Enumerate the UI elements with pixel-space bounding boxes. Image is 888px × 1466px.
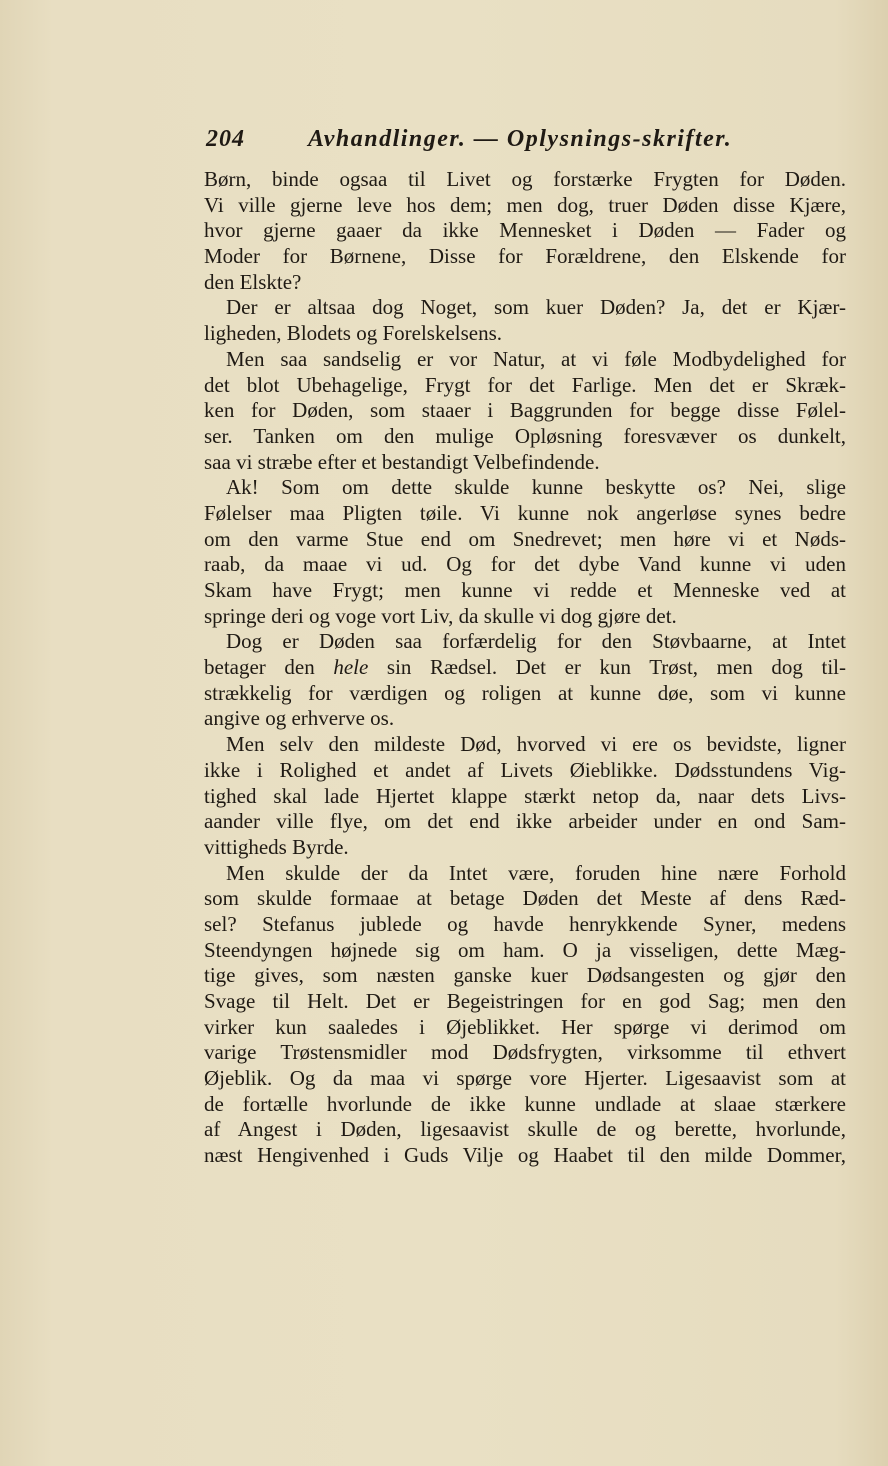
text-line: strækkelig for værdigen og roligen at kunne døe, som vi kunne	[204, 680, 846, 705]
text-line: de fortælle hvorlunde de ikke kunne undlade at slaae stærkere	[204, 1091, 846, 1116]
text-line: Moder for Børnene, Disse for Forældrene, den Elskende for	[204, 244, 846, 269]
text-line: Men selv den mildeste Død, hvorved vi ere os bevidste, ligner	[226, 732, 846, 757]
text-line: hvor gjerne gaaer da ikke Mennesket i Døden — Fader og	[204, 218, 846, 243]
page-header	[206, 118, 766, 158]
text-line: Men skulde der da Intet være, foruden hine nære Forhold	[226, 860, 846, 885]
text-line: aander ville flye, om det end ikke arbeider under en ond Sam-	[204, 809, 846, 834]
running-title: Avhandlinger. — Oplysnings-skrifter.	[308, 126, 733, 152]
text-line: Dog er Døden saa forfærdelig for den Støvbaarne, at Intet	[226, 629, 846, 654]
page-number: 204	[206, 126, 245, 152]
text-line: ken for Døden, som staaer i Baggrunden for begge disse Følel-	[204, 398, 846, 423]
text-line: springe deri og voge vort Liv, da skulle vi dog gjøre det.	[204, 603, 677, 628]
text-line: Følelser maa Pligten tøile. Vi kunne nok angerløse synes bedre	[204, 500, 846, 525]
text-line: Skam have Frygt; men kunne vi redde et Menneske ved at	[204, 578, 846, 602]
text-line: Vi ville gjerne leve hos dem; men dog, truer Døden disse Kjære,	[204, 192, 846, 217]
text-line: virker kun saaledes i Øjeblikket. Her spørge vi derimod om	[204, 1014, 846, 1039]
text-line: næst Hengivenhed i Guds Vilje og Haabet til den milde Dommer,	[204, 1143, 846, 1168]
text-line: Men saa sandselig er vor Natur, at vi føle Modbydelighed for	[226, 346, 846, 371]
text-line: tige gives, som næsten ganske kuer Dødsangesten og gjør den	[204, 963, 846, 988]
text-line: vittigheds Byrde.	[204, 834, 349, 859]
text-line: den Elskte?	[204, 269, 302, 294]
text-line: Steendyngen højnede sig om ham. O ja visseligen, dette Mæg-	[204, 937, 846, 962]
text-line: som skulde formaae at betage Døden det Meste af dens Ræd-	[204, 886, 846, 911]
text-line: tighed skal lade Hjertet klappe stærkt netop da, naar dets Livs-	[204, 783, 846, 808]
text-line: sel? Stefanus jublede og havde henrykkende Syner, medens	[204, 911, 846, 936]
text-line: saa vi stræbe efter et bestandigt Velbefindende.	[204, 449, 600, 474]
text-line: ligheden, Blodets og Forelskelsens.	[204, 321, 503, 346]
text-line: om den varme Stue end om Snedrevet; men høre vi et Nøds-	[204, 526, 846, 551]
text-line: Der er altsaa dog Noget, som kuer Døden? Ja, det er Kjær-	[226, 295, 846, 320]
text-line: varige Trøstensmidler mod Dødsfrygten, virksomme til ethvert	[204, 1040, 846, 1065]
text-line: Øjeblik. Og da maa vi spørge vore Hjerter. Ligesaavist som at	[204, 1066, 846, 1091]
text-line: ikke i Rolighed et andet af Livets Øieblikke. Dødsstundens Vig-	[204, 757, 846, 782]
text-line: Ak! Som om dette skulde kunne beskytte os? Nei, slige	[226, 475, 846, 500]
text-line: raab, da maae vi ud. Og for det dybe Vand kunne vi uden	[204, 552, 846, 577]
text-line: af Angest i Døden, ligesaavist skulle de og berette, hvorlunde,	[204, 1117, 846, 1142]
text-line: det blot Ubehagelige, Frygt for det Farlige. Men det er Skræk-	[204, 372, 846, 397]
text-line: angive og erhverve os.	[204, 706, 395, 731]
text-line: Børn, binde ogsaa til Livet og forstærke Frygten for Døden.	[204, 167, 846, 191]
text-line: betager den hele sin Rædsel. Det er kun Trøst, men dog til-	[204, 655, 846, 680]
text-line: Svage til Helt. Det er Begeistringen for en god Sag; men den	[204, 989, 846, 1013]
text-line: ser. Tanken om den mulige Opløsning foresvæver os dunkelt,	[204, 423, 846, 448]
body-text	[204, 167, 846, 1169]
